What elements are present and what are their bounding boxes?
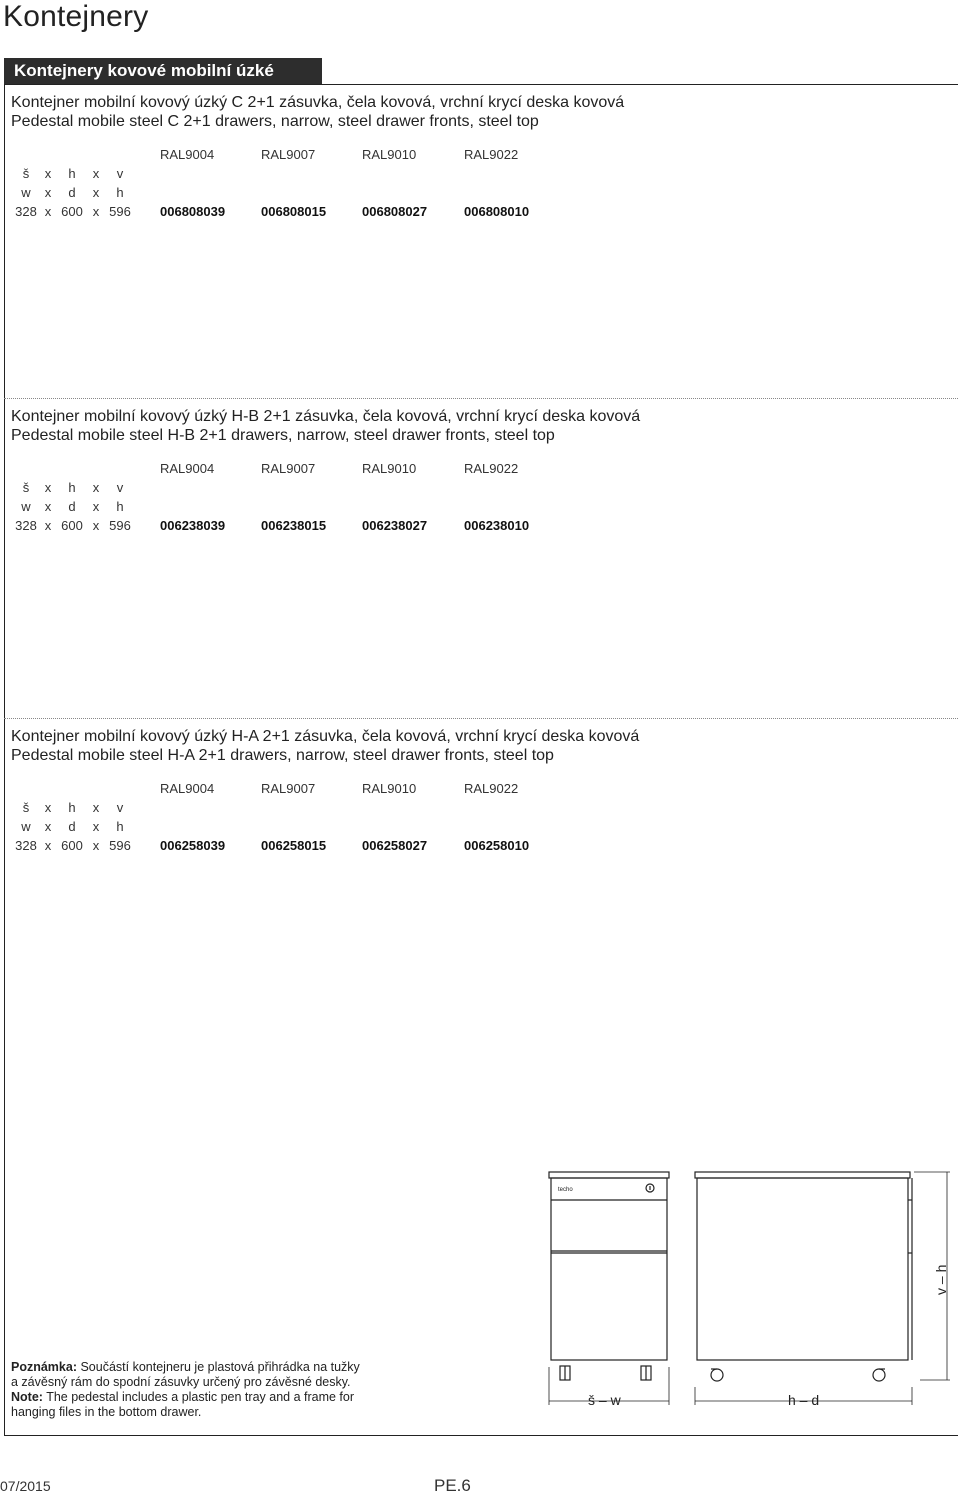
dim-en: w bbox=[21, 185, 31, 200]
dim-value: 596 bbox=[109, 838, 131, 853]
dim-en: x bbox=[92, 185, 100, 200]
dim-value: 596 bbox=[109, 518, 131, 533]
note-label-en: Note: bbox=[11, 1390, 43, 1404]
dim-en: h bbox=[116, 819, 124, 834]
product-code: 006238039 bbox=[160, 518, 226, 533]
dim-en: h bbox=[116, 499, 124, 514]
color-label: RAL9010 bbox=[362, 147, 417, 162]
dim-cz: x bbox=[44, 480, 52, 495]
product-title-cz: Kontejner mobilní kovový úzký H-B 2+1 zásuvka, čela kovová, vrchní krycí deska kovová bbox=[11, 408, 641, 425]
pedestal-side-body bbox=[697, 1178, 908, 1360]
note-text-en: hanging files in the bottom drawer. bbox=[11, 1405, 202, 1419]
page-number: PE.6 bbox=[434, 1476, 471, 1495]
dim-cz: x bbox=[92, 166, 100, 181]
dim-cz: v bbox=[116, 166, 124, 181]
dim-value: x bbox=[92, 518, 100, 533]
dim-en: x bbox=[92, 819, 100, 834]
pedestal-drawing bbox=[540, 1165, 958, 1415]
product-title-en: Pedestal mobile steel H-A 2+1 drawers, narrow, steel drawer fronts, steel top bbox=[11, 747, 554, 764]
color-label: RAL9022 bbox=[464, 147, 519, 162]
wheel-icon bbox=[711, 1369, 723, 1381]
dim-value: x bbox=[92, 838, 100, 853]
divider bbox=[4, 398, 958, 399]
dim-cz: h bbox=[68, 800, 76, 815]
dim-value: 328 bbox=[15, 204, 37, 219]
section-header: Kontejnery kovové mobilní úzké bbox=[4, 58, 322, 84]
dim-en: x bbox=[44, 499, 52, 514]
dim-cz: h bbox=[68, 166, 76, 181]
color-label: RAL9022 bbox=[464, 781, 519, 796]
dim-value: 600 bbox=[61, 204, 83, 219]
color-label: RAL9010 bbox=[362, 781, 417, 796]
color-label: RAL9022 bbox=[464, 461, 519, 476]
dim-en: d bbox=[68, 185, 76, 200]
product-code: 006258027 bbox=[362, 838, 428, 853]
dim-en: w bbox=[21, 499, 31, 514]
product-title-en: Pedestal mobile steel H-B 2+1 drawers, narrow, steel drawer fronts, steel top bbox=[11, 427, 555, 444]
dim-cz: x bbox=[92, 480, 100, 495]
dim-cz: š bbox=[22, 166, 30, 181]
note-text-cz: a závěsný rám do spodní zásuvky určený pro závěsné desky. bbox=[11, 1375, 351, 1389]
footer-date: 07/2015 bbox=[0, 1478, 51, 1494]
product-block bbox=[11, 407, 941, 445]
brand-logo: techo bbox=[558, 1187, 573, 1193]
dim-en: d bbox=[68, 499, 76, 514]
product-code: 006808039 bbox=[160, 204, 226, 219]
wheel-icon bbox=[873, 1369, 885, 1381]
product-title-en: Pedestal mobile steel C 2+1 drawers, narrow, steel drawer fronts, steel top bbox=[11, 113, 539, 130]
note-text-cz: Součástí kontejneru je plastová přihrádka na tužky bbox=[77, 1360, 360, 1374]
color-label: RAL9004 bbox=[160, 461, 215, 476]
dim-value: 328 bbox=[15, 838, 37, 853]
dim-cz: š bbox=[22, 480, 30, 495]
product-block bbox=[11, 727, 941, 765]
color-label: RAL9007 bbox=[261, 147, 316, 162]
color-label: RAL9004 bbox=[160, 781, 215, 796]
color-label: RAL9004 bbox=[160, 147, 215, 162]
product-code: 006808015 bbox=[261, 204, 327, 219]
product-code: 006258010 bbox=[464, 838, 530, 853]
dim-en: x bbox=[92, 499, 100, 514]
product-code: 006238027 bbox=[362, 518, 428, 533]
dim-value: x bbox=[44, 838, 52, 853]
page-title: Kontejnery bbox=[3, 0, 149, 33]
product-block bbox=[11, 93, 941, 131]
pedestal-top bbox=[549, 1172, 669, 1178]
dim-value: 600 bbox=[61, 838, 83, 853]
depth-dimension-label: h – d bbox=[788, 1392, 820, 1408]
note-label-cz: Poznámka: bbox=[11, 1360, 77, 1374]
product-title-cz: Kontejner mobilní kovový úzký C 2+1 zásuvka, čela kovová, vrchní krycí deska kovová bbox=[11, 94, 625, 111]
dim-cz: h bbox=[68, 480, 76, 495]
dim-cz: š bbox=[22, 800, 30, 815]
height-dimension-label: v – h bbox=[933, 1264, 949, 1295]
product-code: 006808027 bbox=[362, 204, 428, 219]
product-code: 006258015 bbox=[261, 838, 327, 853]
pedestal-front-body bbox=[551, 1178, 667, 1360]
divider bbox=[4, 718, 958, 719]
dim-value: 596 bbox=[109, 204, 131, 219]
dim-cz: x bbox=[92, 800, 100, 815]
product-code: 006258039 bbox=[160, 838, 226, 853]
dim-cz: v bbox=[116, 480, 124, 495]
pedestal-side-top bbox=[695, 1172, 910, 1178]
dim-cz: x bbox=[44, 800, 52, 815]
dim-en: w bbox=[21, 819, 31, 834]
dim-value: x bbox=[44, 204, 52, 219]
product-code: 006238015 bbox=[261, 518, 327, 533]
dim-cz: x bbox=[44, 166, 52, 181]
note-text-en: The pedestal includes a plastic pen tray and a frame for bbox=[42, 1390, 355, 1404]
product-title-cz: Kontejner mobilní kovový úzký H-A 2+1 zásuvka, čela kovová, vrchní krycí deska kovová bbox=[11, 728, 640, 745]
width-dimension-label: š – w bbox=[588, 1392, 621, 1408]
dim-en: x bbox=[44, 819, 52, 834]
dim-cz: v bbox=[116, 800, 124, 815]
dim-value: x bbox=[44, 518, 52, 533]
dim-value: 328 bbox=[15, 518, 37, 533]
dim-value: 600 bbox=[61, 518, 83, 533]
product-code: 006238010 bbox=[464, 518, 530, 533]
dim-value: x bbox=[92, 204, 100, 219]
product-code: 006808010 bbox=[464, 204, 530, 219]
color-label: RAL9007 bbox=[261, 781, 316, 796]
dim-en: x bbox=[44, 185, 52, 200]
dim-en: d bbox=[68, 819, 76, 834]
dim-en: h bbox=[116, 185, 124, 200]
product-note bbox=[11, 1360, 411, 1420]
color-label: RAL9010 bbox=[362, 461, 417, 476]
color-label: RAL9007 bbox=[261, 461, 316, 476]
